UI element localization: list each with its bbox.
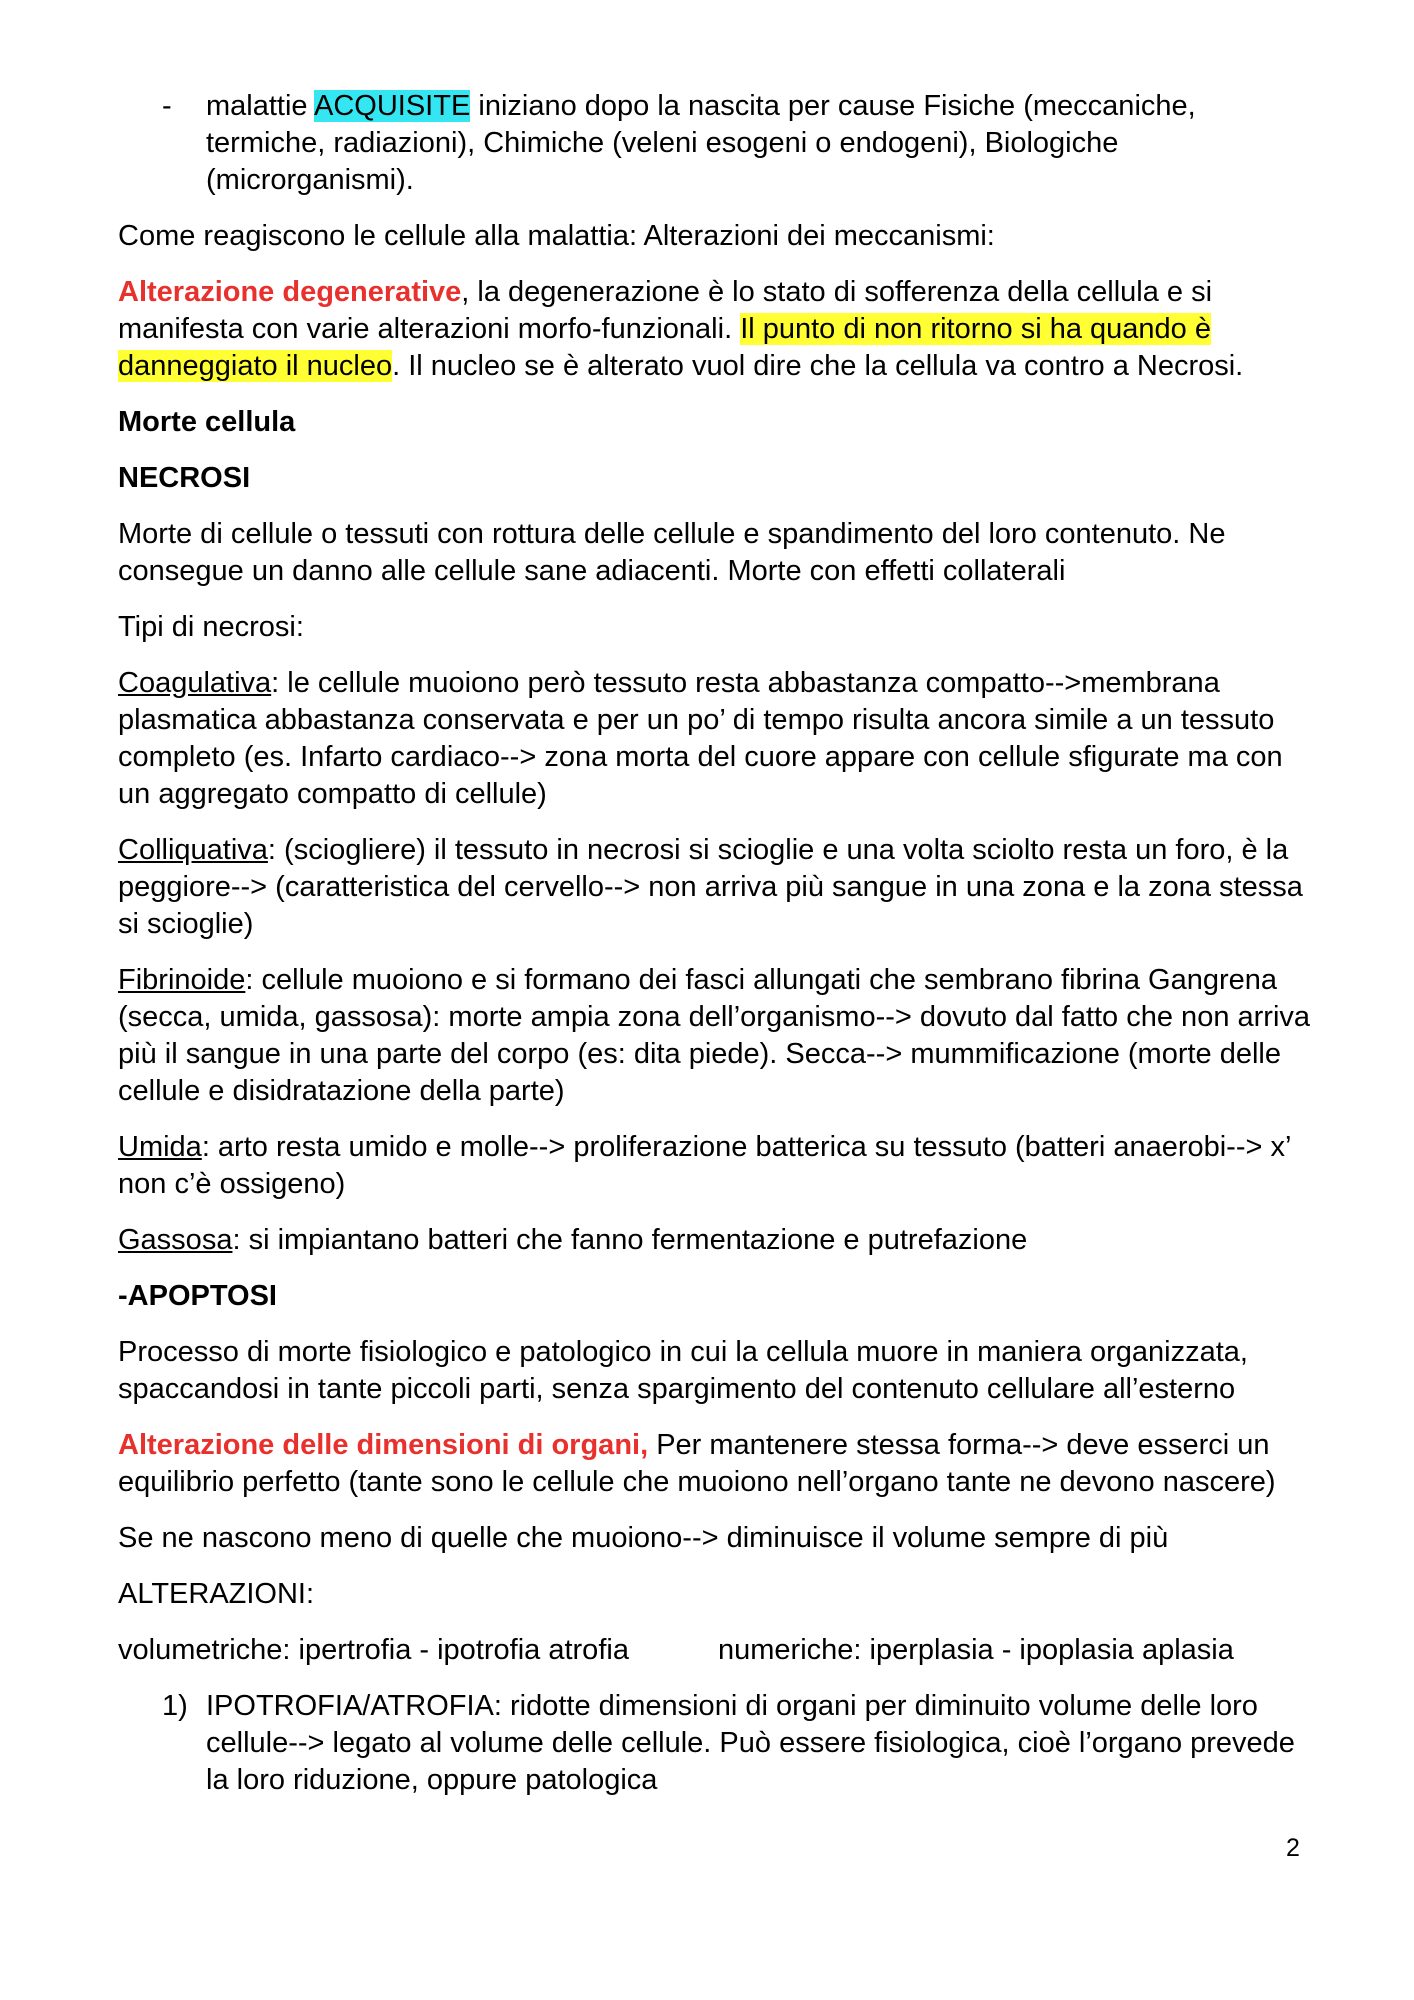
coagulativa-paragraph: Coagulativa: le cellule muoiono però tessuto resta abbastanza compatto-->membrana plasmatica abbastanza conservata e per un po’ di tempo risulta ancora simile a un tessuto completo (es. Infarto cardiaco--> zona morta del cuore appare con cellule sfigurate ma con un aggregato compatto di cellule): [118, 667, 1283, 810]
term-colliquativa: Colliquativa: [118, 834, 268, 866]
highlight-acquisite: ACQUISITE: [314, 90, 471, 122]
term-coagulativa: Coagulativa: [118, 667, 272, 699]
heading-morte-cellula: Morte cellula: [118, 406, 296, 438]
numbered-text: IPOTROFIA/ATROFIA: ridotte dimensioni di organi per diminuito volume delle loro cellule--> legato al volume delle cellule. Può essere fisiologica, cioè l’organo prevede la loro riduzione, oppure patologica: [206, 1690, 1295, 1796]
apoptosi-description: Processo di morte fisiologico e patologico in cui la cellula muore in maniera organizzata, spaccandosi in tante piccoli parti, senza spargimento del contenuto cellulare all’esterno: [118, 1336, 1248, 1405]
bullet-acquisite: [118, 88, 1318, 199]
page-number: 2: [1286, 1834, 1300, 1862]
intro-paragraph: Come reagiscono le cellule alla malattia: Alterazioni dei meccanismi:: [118, 220, 995, 252]
fibrinoide-paragraph: Fibrinoide: cellule muoiono e si formano dei fasci allungati che sembrano fibrina Gangrena (secca, umida, gassosa): morte ampia zona dell’organismo--> dovuto dal fatto che non arriva più il sangue in una parte del corpo (es: dita piede). Secca--> mummificazione (morte delle cellule e disidratazione della parte): [118, 964, 1311, 1107]
heading-necrosi: NECROSI: [118, 462, 251, 494]
necrosi-description: Morte di cellule o tessuti con rottura delle cellule e spandimento del loro contenuto. Ne consegue un danno alle cellule sane adiacenti. Morte con effetti collaterali: [118, 518, 1226, 587]
bullet-marker: -: [162, 90, 172, 122]
dimensioni-title: Alterazione delle dimensioni di organi,: [118, 1429, 649, 1461]
numbered-item-1: [118, 1688, 1318, 1799]
numbered-marker: 1): [162, 1690, 188, 1722]
term-umida: Umida: [118, 1131, 202, 1163]
volumetriche-text: volumetriche: ipertrofia - ipotrofia atrofia: [118, 1634, 629, 1666]
highlight-nucleo: Il punto di non ritorno si ha quando è danneggiato il nucleo: [118, 313, 1211, 382]
bullet-text: malattie ACQUISITE iniziano dopo la nascita per cause Fisiche (meccaniche, termiche, radiazioni), Chimiche (veleni esogeni o endogeni), Biologiche (microrganismi).: [206, 90, 1196, 196]
document-page: [118, 88, 1318, 1818]
term-fibrinoide: Fibrinoide: [118, 964, 246, 996]
alterazioni-label: ALTERAZIONI:: [118, 1578, 315, 1610]
alterazioni-columns: [118, 1632, 1318, 1669]
term-gassosa: Gassosa: [118, 1224, 233, 1256]
degenerative-paragraph: Alterazione degenerative, la degenerazione è lo stato di sofferenza della cellula e si manifesta con varie alterazioni morfo-funzionali. Il punto di non ritorno si ha quando è danneggiato il nucleo. Il nucleo se è alterato vuol dire che la cellula va contro a Necrosi.: [118, 276, 1244, 382]
dimensioni-paragraph: Alterazione delle dimensioni di organi, Per mantenere stessa forma--> deve esserci un equilibrio perfetto (tante sono le cellule che muoiono nell’organo tante ne devono nascere): [118, 1429, 1276, 1498]
heading-apoptosi: -APOPTOSI: [118, 1280, 277, 1312]
umida-paragraph: Umida: arto resta umido e molle--> proliferazione batterica su tessuto (batteri anaerobi--> x’ non c’è ossigeno): [118, 1131, 1291, 1200]
tipi-necrosi-label: Tipi di necrosi:: [118, 611, 304, 643]
colliquativa-paragraph: Colliquativa: (sciogliere) il tessuto in necrosi si scioglie e una volta sciolto resta un foro, è la peggiore--> (caratteristica del cervello--> non arriva più sangue in una zona e la zona stessa si scioglie): [118, 834, 1303, 940]
degenerative-title: Alterazione degenerative: [118, 276, 462, 308]
numeriche-text: numeriche: iperplasia - ipoplasia aplasia: [718, 1634, 1234, 1666]
se-ne-nascono-paragraph: Se ne nascono meno di quelle che muoiono--> diminuisce il volume sempre di più: [118, 1522, 1169, 1554]
gassosa-paragraph: Gassosa: si impiantano batteri che fanno fermentazione e putrefazione: [118, 1224, 1028, 1256]
